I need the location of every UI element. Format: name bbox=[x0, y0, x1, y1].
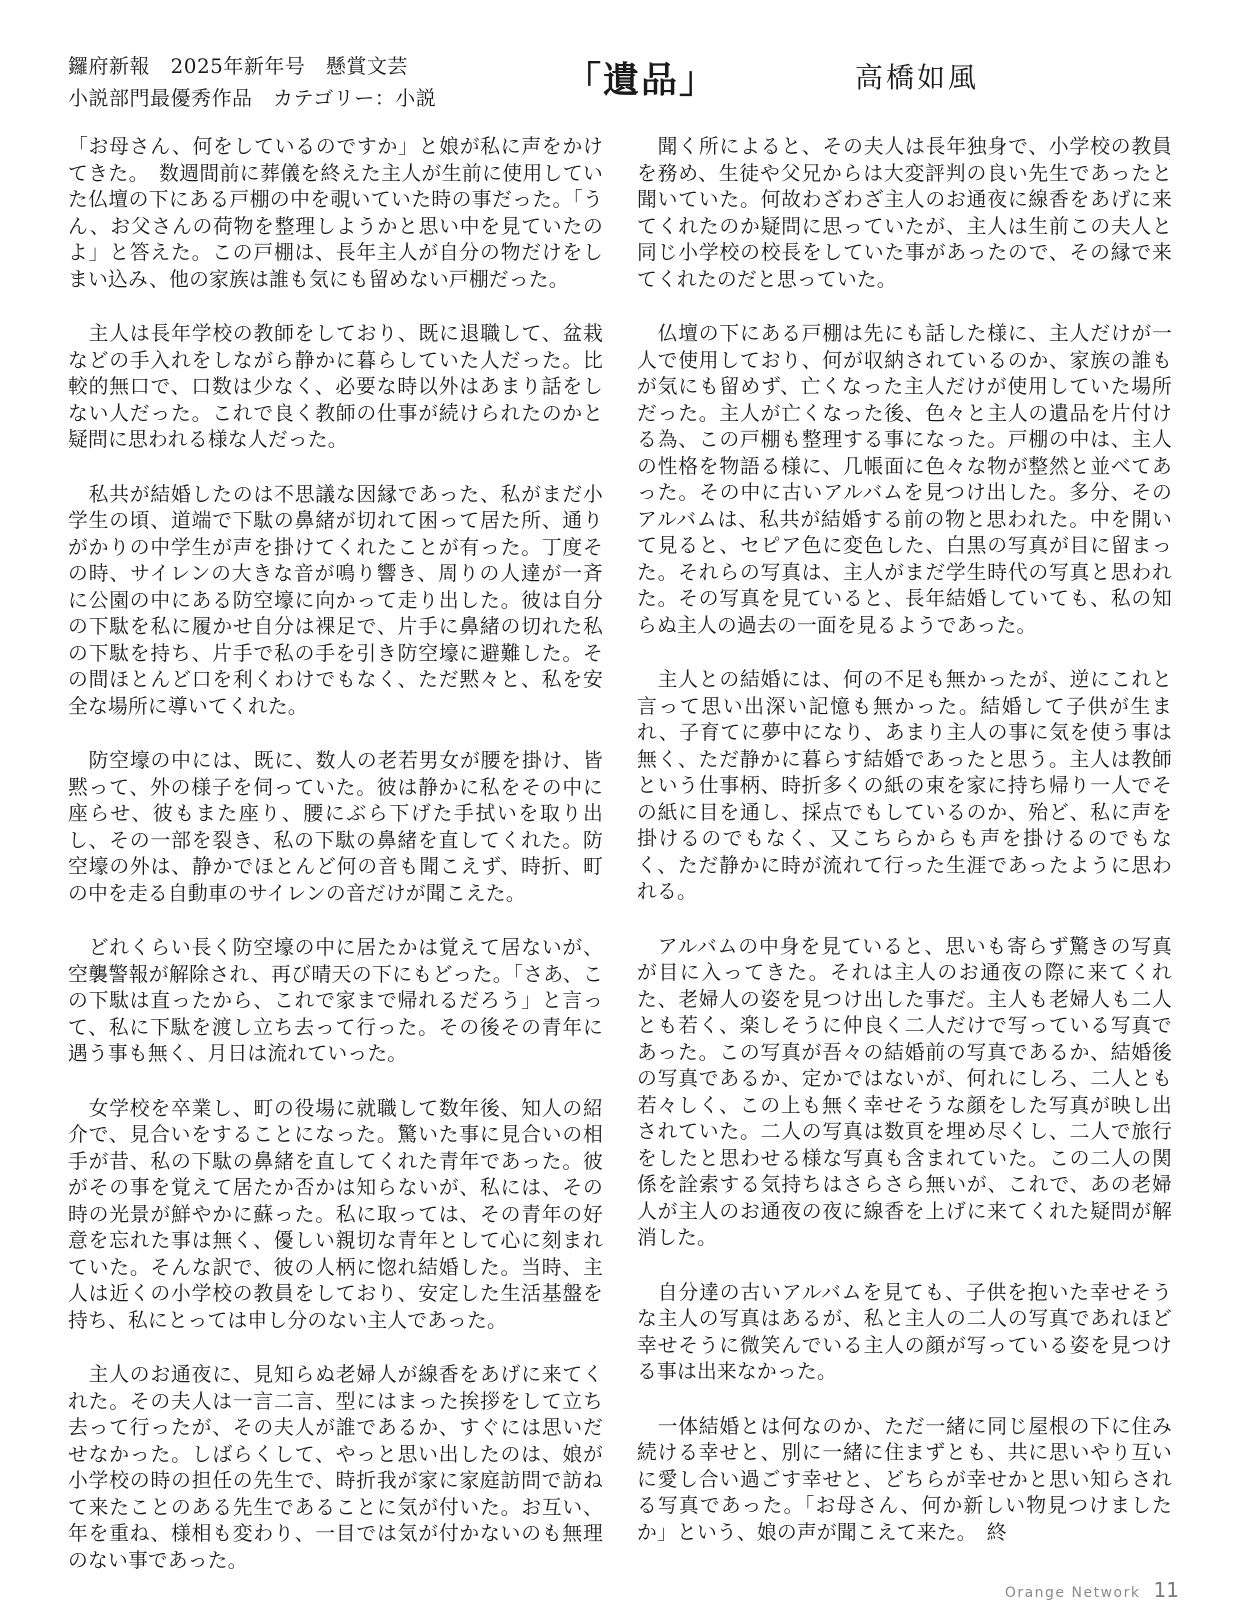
paragraph: 仏壇の下にある戸棚は先にも話した様に、主人だけが一人で使用しており、何が収納されているのか、家族の誰もが気にも留めず、亡くなった主人だけが使用していた場所だった。主人が亡くなった後、色々と主人の遺品を片付ける為、この戸棚も整理する事になった。戸棚の中は、主人の性格を物語る様に、几帳面に色々な物が整然と並べてあった。その中に古いアルバムを見つけ出した。多分、そのアルバムは、私共が結婚する前の物と思われた。中を開いて見ると、セピア色に変色した、白黒の写真が目に留まった。それらの写真は、主人がまだ学生時代の写真と思われた。その写真を見ていると、長年結婚していても、私の知らぬ主人の過去の一面を見るようであった。 bbox=[637, 322, 1172, 637]
paragraph: 聞く所によると、その夫人は長年独身で、小学校の教員を務め、生徒や父兄からは大変評判の良い先生であったと聞いていた。何故わざわざ主人のお通夜に線香をあげに来てくれたのか疑問に思っていたが、主人は生前この夫人と同じ小学校の校長をしていた事があったので、その縁で来てくれたのだと思っていた。 bbox=[637, 135, 1172, 291]
paragraph: 防空壕の中には、既に、数人の老若男女が腰を掛け、皆黙って、外の様子を伺っていた。彼は静かに私をその中に座らせ、彼もまた座り、腰にぶら下げた手拭いを取り出し、その一部を裂き、私の下駄の鼻緒を直してくれた。防空壕の外は、静かでほとんど何の音も聞こえず、時折、町の中を走る自動車のサイレンの音だけが聞こえた。 bbox=[68, 749, 603, 905]
publication-line-2: 小説部門最優秀作品 カテゴリー：小説 bbox=[68, 86, 437, 110]
paragraph: アルバムの中身を見ていると、思いも寄らず驚きの写真が目に入ってきた。それは主人のお通夜の際に来てくれた、老婦人の姿を見つけ出した事だ。主人も老婦人も二人とも若く、楽しそうに仲良く二人だけで写っている写真であった。この写真が吾々の結婚前の写真であるか、結婚後の写真であるか、定かではないが、何れにしろ、二人とも若々しく、この上も無く幸せそうな顔をした写真が映し出されていた。二人の写真は数頁を埋め尽くし、二人で旅行をしたと思わせる様な写真も含まれていた。この二人の関係を詮索する気持ちはさらさら無いが、これで、あの老婦人が主人のお通夜の夜に線香を上げに来てくれた疑問が解消した。 bbox=[637, 934, 1172, 1249]
left-column bbox=[68, 134, 603, 1602]
paragraph: 一体結婚とは何なのか、ただ一緒に同じ屋根の下に住み続ける幸せと、別に一緒に住まずとも、共に思いやり互いに愛し合い過ごす幸せと、どちらが幸せかと思い知らされる写真であった。「お母さん、何か新しい物見つけましたか」という、娘の声が聞こえて来た。 終 bbox=[637, 1414, 1172, 1544]
right-column bbox=[637, 134, 1172, 1574]
paragraph: 女学校を卒業し、町の役場に就職して数年後、知人の紹介で、見合いをすることになった。驚いた事に見合いの相手が昔、私の下駄の鼻緒を直してくれた青年であった。彼がその事を覚えて居たか否かは知らないが、私には、その時の光景が鮮やかに蘇った。私に取っては、その青年の好意を忘れた事は無く、優しい親切な青年として心に刻まれていた。そんな訳で、彼の人柄に惚れ結婚した。当時、主人は近くの小学校の教員をしており、安定した生活基盤を持ち、私にとっては申し分のない主人であった。 bbox=[68, 1096, 603, 1332]
page-footer bbox=[1005, 1578, 1179, 1602]
story-title: 「遺品」 bbox=[565, 59, 718, 101]
footer-brand: Orange Network bbox=[1004, 1585, 1141, 1601]
page-number: 11 bbox=[1153, 1578, 1179, 1602]
paragraph: 自分達の古いアルバムを見ても、子供を抱いた幸せそうな主人の写真はあるが、私と主人の二人の写真であれほど幸せそうに微笑んでいる主人の顔が写っている姿を見つける事は出来なかった。 bbox=[637, 1280, 1172, 1383]
publication-line-1: 鑼府新報 2025年新年号 懸賞文芸 bbox=[68, 54, 408, 78]
paragraph: 主人は長年学校の教師をしており、既に退職して、盆栽などの手入れをしながら静かに暮らしていた人だった。比較的無口で、口数は少なく、必要な時以外はあまり話をしない人だった。これで良く教師の仕事が続けられたのかと疑問に思われる様な人だった。 bbox=[68, 322, 603, 451]
paragraph: 「お母さん、何をしているのですか」と娘が私に声をかけてきた。 数週間前に葬儀を終えた主人が生前に使用していた仏壇の下にある戸棚の中を覗いていた時の事だった。「うん、お父さんの荷物を整理しようかと思い中を見ていたのよ」と答えた。この戸棚は、長年主人が自分の物だけをしまい込み、他の家族は誰も気にも留めない戸棚だった。 bbox=[68, 135, 603, 291]
paragraph: 私共が結婚したのは不思議な因縁であった、私がまだ小学生の頃、道端で下駄の鼻緒が切れて困って居た所、通りがかりの中学生が声を掛けてくれたことが有った。丁度その時、サイレンの大きな音が鳴り響き、周りの人達が一斉に公園の中にある防空壕に向かって走り出した。彼は自分の下駄を私に履かせ自分は裸足で、片手に鼻緒の切れた私の下駄を持ち、片手で私の手を引き防空壕に避難した。その間ほとんど口を利くわけでもなく、ただ黙々と、私を安全な場所に導いてくれた。 bbox=[68, 482, 603, 718]
paragraph: 主人との結婚には、何の不足も無かったが、逆にこれと言って思い出深い記憶も無かった。結婚して子供が生まれ、子育てに夢中になり、あまり主人の事に気を使う事は無く、ただ静かに暮らす結婚であったと思う。主人は教師という仕事柄、時折多くの紙の束を家に持ち帰り一人でその紙に目を通し、採点でもしているのか、殆ど、私に声を掛けるのでもなく、又こちらからも声を掛けるのでもなく、ただ静かに時が流れて行った生涯であったように思われる。 bbox=[637, 668, 1172, 903]
publication-info bbox=[68, 50, 436, 114]
author-name: 高橋如風 bbox=[855, 61, 980, 94]
paragraph: どれくらい長く防空壕の中に居たかは覚えて居ないが、空襲警報が解除され、再び晴天の下にもどった。「さあ、この下駄は直ったから、これで家まで帰れるだろう」と言って、私に下駄を渡し立ち去って行った。その後その青年に遇う事も無く、月日は流れていった。 bbox=[68, 936, 603, 1065]
paragraph: 主人のお通夜に、見知らぬ老婦人が線香をあげに来てくれた。その夫人は一言二言、型にはまった挨拶をして立ち去って行ったが、その夫人が誰であるか、すぐには思いだせなかった。しばらくして、やっと思い出したのは、娘が小学校の時の担任の先生で、時折我が家に家庭訪問で訪ねて来たことのある先生であることに気が付いた。お互い、年を重ね、様相も変わり、一目では気が付かないのも無理のない事であった。 bbox=[68, 1363, 603, 1572]
